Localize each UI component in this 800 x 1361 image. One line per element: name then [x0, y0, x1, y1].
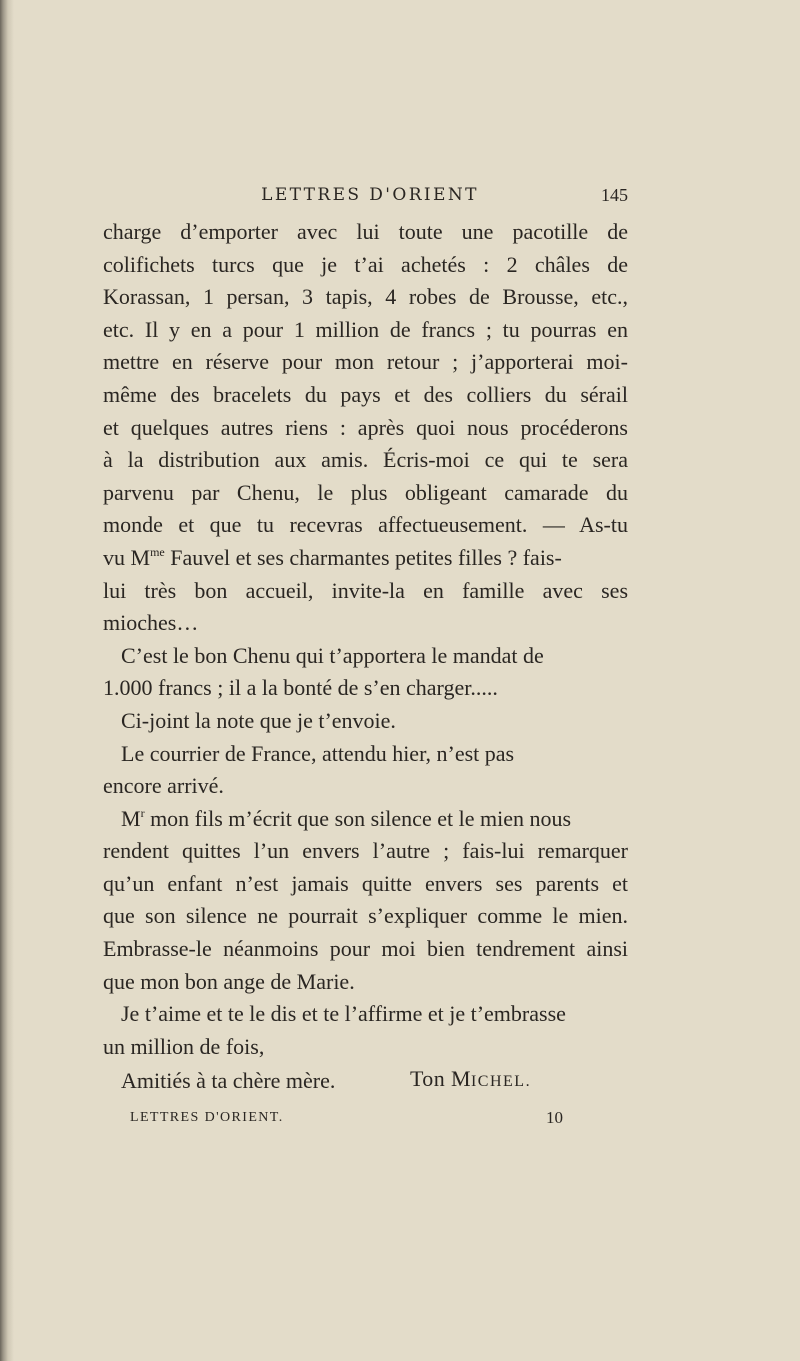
text-line: 1.000 francs ; il a la bonté de s’en charger.....	[103, 675, 498, 701]
superscript: r	[140, 805, 145, 820]
signature-mark-number: 10	[546, 1108, 563, 1127]
printer-signature-mark	[130, 1105, 570, 1131]
text-line: rendent quittes l’un envers l’autre ; fais-lui remarquer	[103, 838, 628, 864]
text-line: Embrasse-le néanmoins pour moi bien tendrement ainsi	[103, 936, 628, 962]
text-line: encore arrivé.	[103, 773, 224, 799]
text-line: parvenu par Chenu, le plus obligeant camarade du	[103, 479, 628, 505]
text-fragment: M	[121, 805, 141, 831]
text-line: à la distribution aux amis. Écris-moi ce qui te sera	[103, 447, 628, 473]
paragraph-start: Je t’aime et te le dis et te l’affirme et je t’embrasse	[121, 1001, 566, 1027]
text-line: qu’un enfant n’est jamais quitte envers ses parents et	[103, 870, 628, 896]
text-line: et quelques autres riens : après quoi nous procéderons	[103, 414, 628, 440]
signature-first: Ton M	[410, 1066, 471, 1092]
superscript: me	[150, 544, 165, 559]
paragraph-start: Ci-joint la note que je t’envoie.	[121, 707, 396, 733]
text-line-mr	[103, 803, 628, 836]
signature-smallcaps: ICHEL.	[470, 1073, 532, 1091]
text-line: charge d’emporter avec lui toute une pacotille de	[103, 219, 628, 244]
signature-mark-title: LETTRES D'ORIENT.	[130, 1110, 284, 1125]
text-line: même des bracelets du pays et des colliers du sérail	[103, 381, 628, 407]
text-line: un million de fois,	[103, 1033, 265, 1059]
text-line: colifichets turcs que je t’ai achetés : 2 châles de	[103, 251, 628, 277]
postscript: Amitiés à ta chère mère.	[121, 1068, 336, 1093]
page-number: 145	[601, 185, 628, 205]
text-line: lui très bon accueil, invite-la en famille avec ses	[103, 577, 628, 603]
running-title: LETTRES D'ORIENT	[261, 185, 479, 205]
text-fragment: vu M	[103, 544, 151, 570]
running-head	[100, 180, 640, 210]
text-line: que mon bon ange de Marie.	[103, 968, 355, 994]
page-binding-edge	[0, 0, 14, 1361]
text-line: etc. Il y en a pour 1 million de francs ; tu pourras en	[103, 316, 628, 342]
text-line: Korassan, 1 persan, 3 tapis, 4 robes de Brousse, etc.,	[103, 284, 628, 310]
paragraph-start: Le courrier de France, attendu hier, n’est pas	[121, 740, 515, 766]
text-fragment: Fauvel et ses charmantes petites filles ? fais-	[164, 544, 562, 570]
text-line: monde et que tu recevras affectueusement. — As-tu	[103, 512, 628, 538]
text-line: mettre en réserve pour mon retour ; j’apporterai moi-	[103, 349, 628, 375]
text-line: mioches…	[103, 610, 199, 636]
paragraph-start: C’est le bon Chenu qui t’apportera le mandat de	[121, 642, 544, 668]
letter-body	[103, 216, 628, 1096]
text-line-mme	[103, 542, 628, 575]
text-line: que son silence ne pourrait s’expliquer comme le mien.	[103, 903, 628, 929]
text-fragment: mon fils m’écrit que son silence et le mien nous	[144, 805, 572, 831]
